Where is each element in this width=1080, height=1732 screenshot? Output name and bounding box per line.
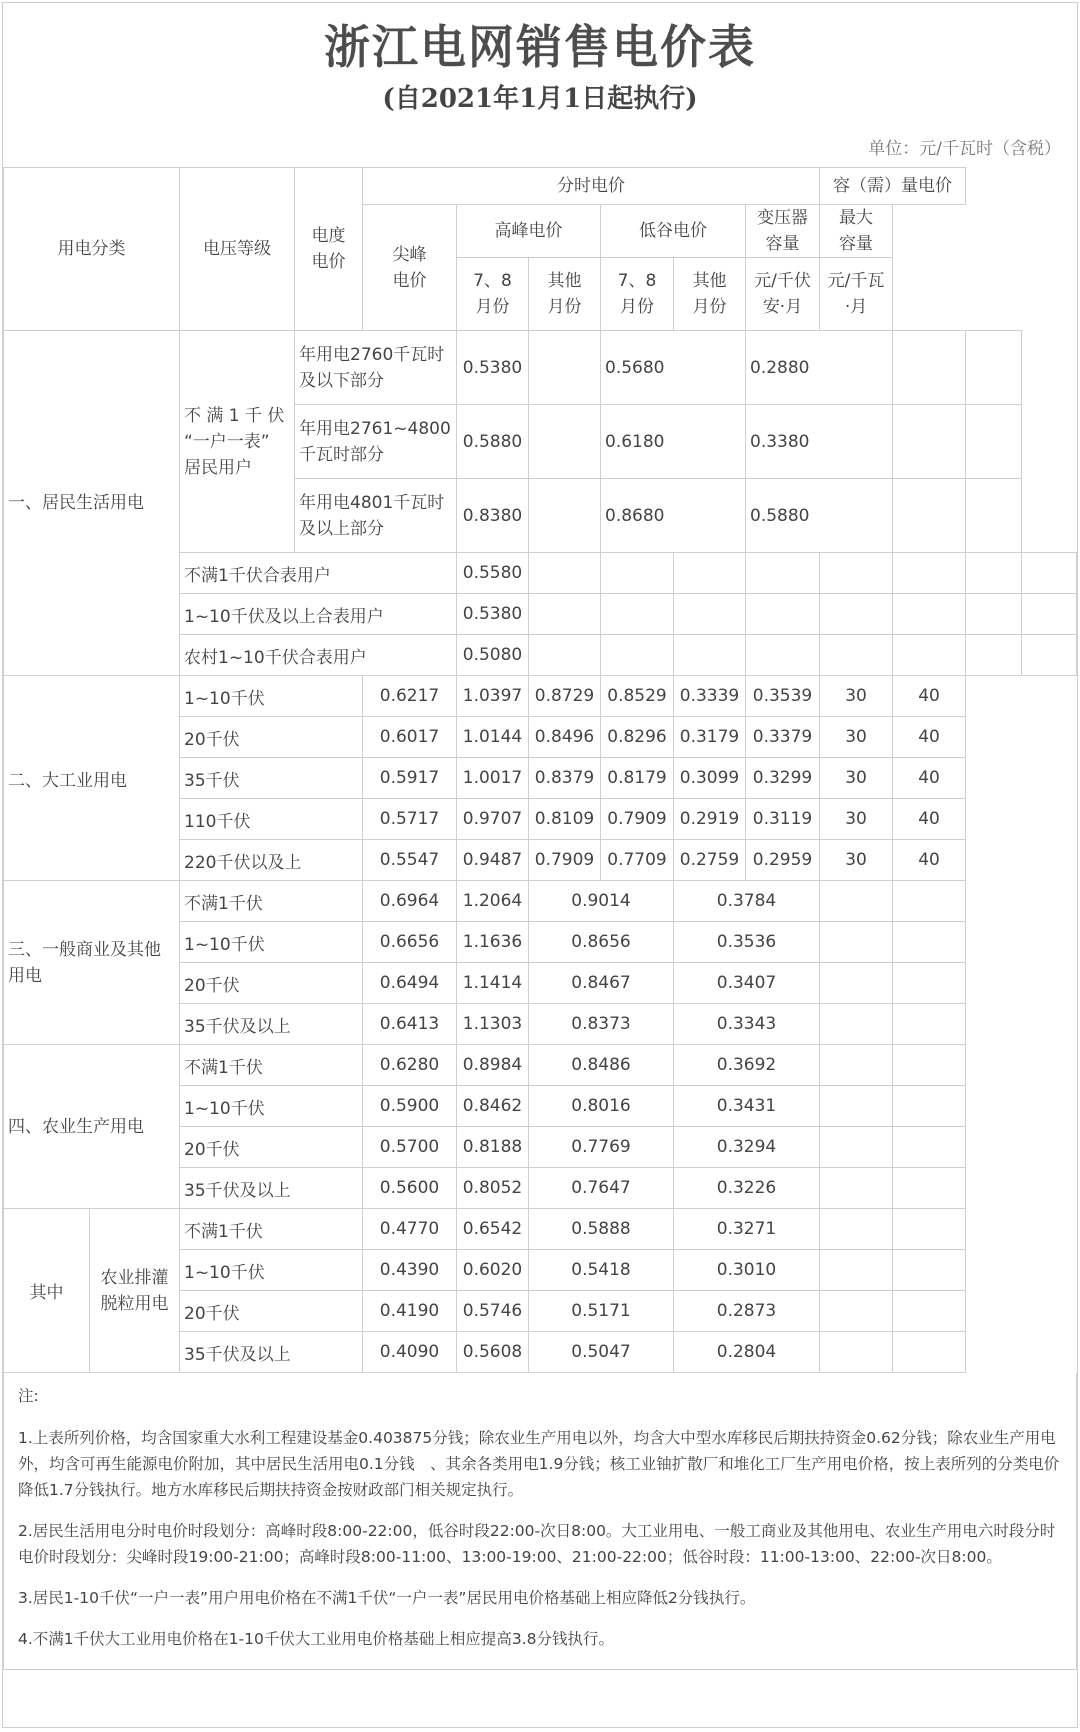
max-capacity-value: 40 [893, 840, 966, 881]
empty-cell [893, 1168, 966, 1209]
max-capacity-value: 40 [893, 799, 966, 840]
empty-cell [820, 594, 893, 635]
valley-price-value: 0.3271 [674, 1209, 820, 1250]
voltage-label: 35千伏及以上 [180, 1332, 363, 1373]
header-peak-other: 其他 月份 [529, 258, 601, 331]
sharp-price-value: 0.8462 [457, 1086, 529, 1127]
voltage-label: 不满1千伏 [180, 1045, 363, 1086]
sharp-price-value: 1.0144 [457, 717, 529, 758]
peak-price-value: 0.7769 [529, 1127, 674, 1168]
header-row [4, 168, 1077, 205]
peak-price-value: 0.8467 [529, 963, 674, 1004]
transformer-capacity-value: 30 [820, 840, 893, 881]
empty-cell [1021, 553, 1076, 594]
energy-price-value: 0.4390 [363, 1250, 457, 1291]
empty-cell [966, 635, 1021, 676]
energy-price-value: 0.5080 [457, 635, 529, 676]
peak-price-value: 0.9014 [529, 881, 674, 922]
subcategory-label: 不 满 1 千 伏 “一户一表” 居民用户 [180, 331, 295, 553]
header-voltage: 电压等级 [180, 168, 295, 331]
sharp-price-value: 0.9487 [457, 840, 529, 881]
empty-cell [966, 405, 1021, 479]
peak-price-value: 0.5171 [529, 1291, 674, 1332]
notes-title: 注: [18, 1387, 39, 1405]
voltage-label: 20千伏 [180, 963, 363, 1004]
empty-cell [893, 553, 966, 594]
header-peak-jul-aug: 7、8 月份 [457, 258, 529, 331]
empty-cell [529, 635, 601, 676]
valley-other-value: 0.3539 [746, 676, 820, 717]
note-item: 1.上表所列价格，均含国家重大水利工程建设基金0.403875分钱；除农业生产用电以外，均含大中型水库移民后期扶持资金0.62分钱；除农业生产用电外，均含可再生能源电价附加，其中居民生活用电0.1分钱 、其余各类用电1.9分钱；核工业铀扩散厂和堆化工厂生产用电价格，按上表所列的分类电价降低1.7分钱执行。地方水库移民后期扶持资金按财政部门相关规定执行。 [18, 1429, 1060, 1499]
valley-price-value: 0.3784 [674, 881, 820, 922]
peak-other-value: 0.7909 [601, 799, 674, 840]
voltage-label: 不满1千伏合表用户 [180, 553, 457, 594]
valley-jul-aug-value: 0.3099 [674, 758, 746, 799]
valley-price-value: 0.3431 [674, 1086, 820, 1127]
voltage-label: 年用电2761~4800千瓦时部分 [295, 405, 457, 479]
empty-cell [601, 594, 674, 635]
voltage-label: 1~10千伏 [180, 676, 363, 717]
header-sharp: 尖峰 电价 [363, 205, 457, 331]
voltage-label: 20千伏 [180, 717, 363, 758]
empty-cell [820, 922, 893, 963]
header-valley: 低谷电价 [601, 205, 746, 258]
energy-price-value: 0.6017 [363, 717, 457, 758]
empty-cell [820, 1086, 893, 1127]
header-energy-price: 电度 电价 [295, 168, 363, 331]
voltage-label: 年用电4801千瓦时及以上部分 [295, 479, 457, 553]
valley-price-value: 0.3343 [674, 1004, 820, 1045]
peak-other-value: 0.8179 [601, 758, 674, 799]
sharp-price-value: 1.0017 [457, 758, 529, 799]
empty-cell [893, 1086, 966, 1127]
valley-price-value: 0.3692 [674, 1045, 820, 1086]
empty-cell [529, 331, 601, 405]
voltage-label: 不满1千伏 [180, 1209, 363, 1250]
voltage-label: 农村1~10千伏合表用户 [180, 635, 457, 676]
energy-price-value: 0.4190 [363, 1291, 457, 1332]
peak-other-value: 0.8296 [601, 717, 674, 758]
valley-other-value: 0.2959 [746, 840, 820, 881]
energy-price-value: 0.8380 [457, 479, 529, 553]
empty-cell [820, 1250, 893, 1291]
voltage-label: 20千伏 [180, 1291, 363, 1332]
energy-price-value: 0.6217 [363, 676, 457, 717]
empty-cell [820, 1168, 893, 1209]
energy-price-value: 0.4090 [363, 1332, 457, 1373]
sharp-price-value: 0.9707 [457, 799, 529, 840]
electricity-price-table [3, 167, 1077, 1373]
energy-price-value: 0.5880 [457, 405, 529, 479]
empty-cell [746, 635, 820, 676]
header-tou: 分时电价 [363, 168, 820, 205]
peak-jul-aug-value: 0.7909 [529, 840, 601, 881]
empty-cell [820, 553, 893, 594]
voltage-label: 不满1千伏 [180, 881, 363, 922]
table-row [4, 331, 1077, 405]
energy-price-value: 0.5600 [363, 1168, 457, 1209]
energy-price-value: 0.6280 [363, 1045, 457, 1086]
voltage-label: 35千伏 [180, 758, 363, 799]
sharp-price-value: 1.2064 [457, 881, 529, 922]
valley-price-value: 0.3010 [674, 1250, 820, 1291]
table-row [4, 1209, 1077, 1250]
valley-price-value: 0.2880 [746, 331, 893, 405]
category-label: 二、大工业用电 [4, 676, 180, 881]
peak-price-value: 0.8680 [601, 479, 746, 553]
peak-other-value: 0.7709 [601, 840, 674, 881]
empty-cell [529, 594, 601, 635]
peak-jul-aug-value: 0.8379 [529, 758, 601, 799]
valley-price-value: 0.3294 [674, 1127, 820, 1168]
peak-price-value: 0.5418 [529, 1250, 674, 1291]
peak-price-value: 0.8656 [529, 922, 674, 963]
voltage-label: 1~10千伏 [180, 1086, 363, 1127]
sharp-price-value: 1.1414 [457, 963, 529, 1004]
voltage-label: 20千伏 [180, 1127, 363, 1168]
empty-cell [820, 1332, 893, 1373]
empty-cell [966, 594, 1021, 635]
empty-cell [893, 1332, 966, 1373]
empty-cell [893, 1209, 966, 1250]
empty-cell [529, 553, 601, 594]
empty-cell [893, 1045, 966, 1086]
peak-price-value: 0.5680 [601, 331, 746, 405]
energy-price-value: 0.6656 [363, 922, 457, 963]
empty-cell [820, 1045, 893, 1086]
empty-cell [746, 594, 820, 635]
table-row [4, 881, 1077, 922]
header-transformer: 变压器 容量 [746, 205, 820, 258]
transformer-capacity-value: 30 [820, 758, 893, 799]
header-unit-max: 元/千瓦 ·月 [820, 258, 893, 331]
table-row [4, 676, 1077, 717]
table-body [4, 168, 1077, 1373]
empty-cell [1021, 635, 1076, 676]
header-category: 用电分类 [4, 168, 180, 331]
empty-cell [893, 881, 966, 922]
empty-cell [820, 1209, 893, 1250]
page-subtitle: (自2021年1月1日起执行) [382, 84, 698, 114]
voltage-label: 220千伏以及上 [180, 840, 363, 881]
sharp-price-value: 0.8188 [457, 1127, 529, 1168]
sharp-price-value: 0.5608 [457, 1332, 529, 1373]
price-table-page [2, 2, 1078, 1728]
energy-price-value: 0.6494 [363, 963, 457, 1004]
empty-cell [820, 1291, 893, 1332]
peak-price-value: 0.8486 [529, 1045, 674, 1086]
energy-price-value: 0.5580 [457, 553, 529, 594]
valley-other-value: 0.3379 [746, 717, 820, 758]
empty-cell [820, 963, 893, 1004]
empty-cell [529, 405, 601, 479]
max-capacity-value: 40 [893, 758, 966, 799]
empty-cell [1021, 594, 1076, 635]
empty-cell [674, 594, 746, 635]
max-capacity-value: 40 [893, 717, 966, 758]
header-valley-other: 其他 月份 [674, 258, 746, 331]
transformer-capacity-value: 30 [820, 799, 893, 840]
valley-price-value: 0.5880 [746, 479, 893, 553]
unit-label: 单位：元/千瓦时（含税） [868, 139, 1061, 159]
voltage-label: 1~10千伏 [180, 1250, 363, 1291]
peak-price-value: 0.7647 [529, 1168, 674, 1209]
peak-jul-aug-value: 0.8496 [529, 717, 601, 758]
voltage-label: 110千伏 [180, 799, 363, 840]
category-label: 一、居民生活用电 [4, 331, 180, 676]
header-peak: 高峰电价 [457, 205, 601, 258]
peak-price-value: 0.6180 [601, 405, 746, 479]
empty-cell [674, 635, 746, 676]
category-label: 四、农业生产用电 [4, 1045, 180, 1209]
peak-price-value: 0.5888 [529, 1209, 674, 1250]
page-title: 浙江电网销售电价表 [324, 20, 756, 74]
header-unit-transformer: 元/千伏 安·月 [746, 258, 820, 331]
energy-price-value: 0.5717 [363, 799, 457, 840]
energy-price-value: 0.5700 [363, 1127, 457, 1168]
empty-cell [893, 1250, 966, 1291]
energy-price-value: 0.6413 [363, 1004, 457, 1045]
table-row [4, 1045, 1077, 1086]
header-valley-jul-aug: 7、8 月份 [601, 258, 674, 331]
notes-section [3, 1373, 1077, 1670]
voltage-label: 1~10千伏 [180, 922, 363, 963]
energy-price-value: 0.6964 [363, 881, 457, 922]
peak-price-value: 0.5047 [529, 1332, 674, 1373]
empty-cell [966, 331, 1021, 405]
category-label: 三、一般商业及其他用电 [4, 881, 180, 1045]
sharp-price-value: 1.0397 [457, 676, 529, 717]
empty-cell [966, 479, 1021, 553]
empty-cell [893, 635, 966, 676]
energy-price-value: 0.5380 [457, 594, 529, 635]
sharp-price-value: 1.1636 [457, 922, 529, 963]
empty-cell [820, 881, 893, 922]
transformer-capacity-value: 30 [820, 676, 893, 717]
valley-jul-aug-value: 0.2759 [674, 840, 746, 881]
sharp-price-value: 0.6020 [457, 1250, 529, 1291]
transformer-capacity-value: 30 [820, 717, 893, 758]
empty-cell [893, 1291, 966, 1332]
header-max-capacity: 最大 容量 [820, 205, 893, 258]
sharp-price-value: 0.8984 [457, 1045, 529, 1086]
energy-price-value: 0.5917 [363, 758, 457, 799]
valley-price-value: 0.3407 [674, 963, 820, 1004]
peak-jul-aug-value: 0.8729 [529, 676, 601, 717]
empty-cell [893, 331, 966, 405]
subcategory-label: 农业排灌 脱粒用电 [90, 1209, 180, 1373]
peak-price-value: 0.8373 [529, 1004, 674, 1045]
note-item: 4.不满1千伏大工业用电价格在1-10千伏大工业用电价格基础上相应提高3.8分钱执行。 [18, 1630, 614, 1648]
empty-cell [601, 553, 674, 594]
voltage-label: 1~10千伏及以上合表用户 [180, 594, 457, 635]
valley-price-value: 0.3536 [674, 922, 820, 963]
energy-price-value: 0.4770 [363, 1209, 457, 1250]
valley-price-value: 0.2873 [674, 1291, 820, 1332]
valley-jul-aug-value: 0.3179 [674, 717, 746, 758]
empty-cell [746, 553, 820, 594]
voltage-label: 35千伏及以上 [180, 1168, 363, 1209]
empty-cell [893, 594, 966, 635]
valley-price-value: 0.2804 [674, 1332, 820, 1373]
empty-cell [601, 635, 674, 676]
valley-other-value: 0.3119 [746, 799, 820, 840]
empty-cell [529, 479, 601, 553]
empty-cell [820, 1004, 893, 1045]
note-item: 2.居民生活用电分时电价时段划分：高峰时段8:00-22:00，低谷时段22:00-次日8:00。大工业用电、一般工商业及其他用电、农业生产用电六时段分时电价时段划分：尖峰时段19:00-21:00；高峰时段8:00-11:00、13:00-19:00、21:00-22:00；低谷时段：11:00-13:00、22:00-次日8:00。 [18, 1522, 1056, 1566]
empty-cell [893, 1004, 966, 1045]
voltage-label: 35千伏及以上 [180, 1004, 363, 1045]
voltage-label: 年用电2760千瓦时及以下部分 [295, 331, 457, 405]
empty-cell [893, 922, 966, 963]
empty-cell [893, 479, 966, 553]
peak-price-value: 0.8016 [529, 1086, 674, 1127]
empty-cell [820, 1127, 893, 1168]
category-label: 其中 [4, 1209, 90, 1373]
energy-price-value: 0.5380 [457, 331, 529, 405]
sharp-price-value: 0.8052 [457, 1168, 529, 1209]
valley-other-value: 0.3299 [746, 758, 820, 799]
empty-cell [966, 553, 1021, 594]
empty-cell [893, 1127, 966, 1168]
sharp-price-value: 0.5746 [457, 1291, 529, 1332]
valley-price-value: 0.3380 [746, 405, 893, 479]
empty-cell [820, 635, 893, 676]
header-capacity: 容（需）量电价 [820, 168, 966, 205]
sharp-price-value: 1.1303 [457, 1004, 529, 1045]
energy-price-value: 0.5900 [363, 1086, 457, 1127]
max-capacity-value: 40 [893, 676, 966, 717]
peak-jul-aug-value: 0.8109 [529, 799, 601, 840]
energy-price-value: 0.5547 [363, 840, 457, 881]
peak-other-value: 0.8529 [601, 676, 674, 717]
sharp-price-value: 0.6542 [457, 1209, 529, 1250]
valley-jul-aug-value: 0.2919 [674, 799, 746, 840]
empty-cell [893, 963, 966, 1004]
empty-cell [674, 553, 746, 594]
note-item: 3.居民1-10千伏“一户一表”用户用电价格在不满1千伏“一户一表”居民用电价格基础上相应降低2分钱执行。 [18, 1589, 756, 1607]
empty-cell [893, 405, 966, 479]
valley-price-value: 0.3226 [674, 1168, 820, 1209]
valley-jul-aug-value: 0.3339 [674, 676, 746, 717]
